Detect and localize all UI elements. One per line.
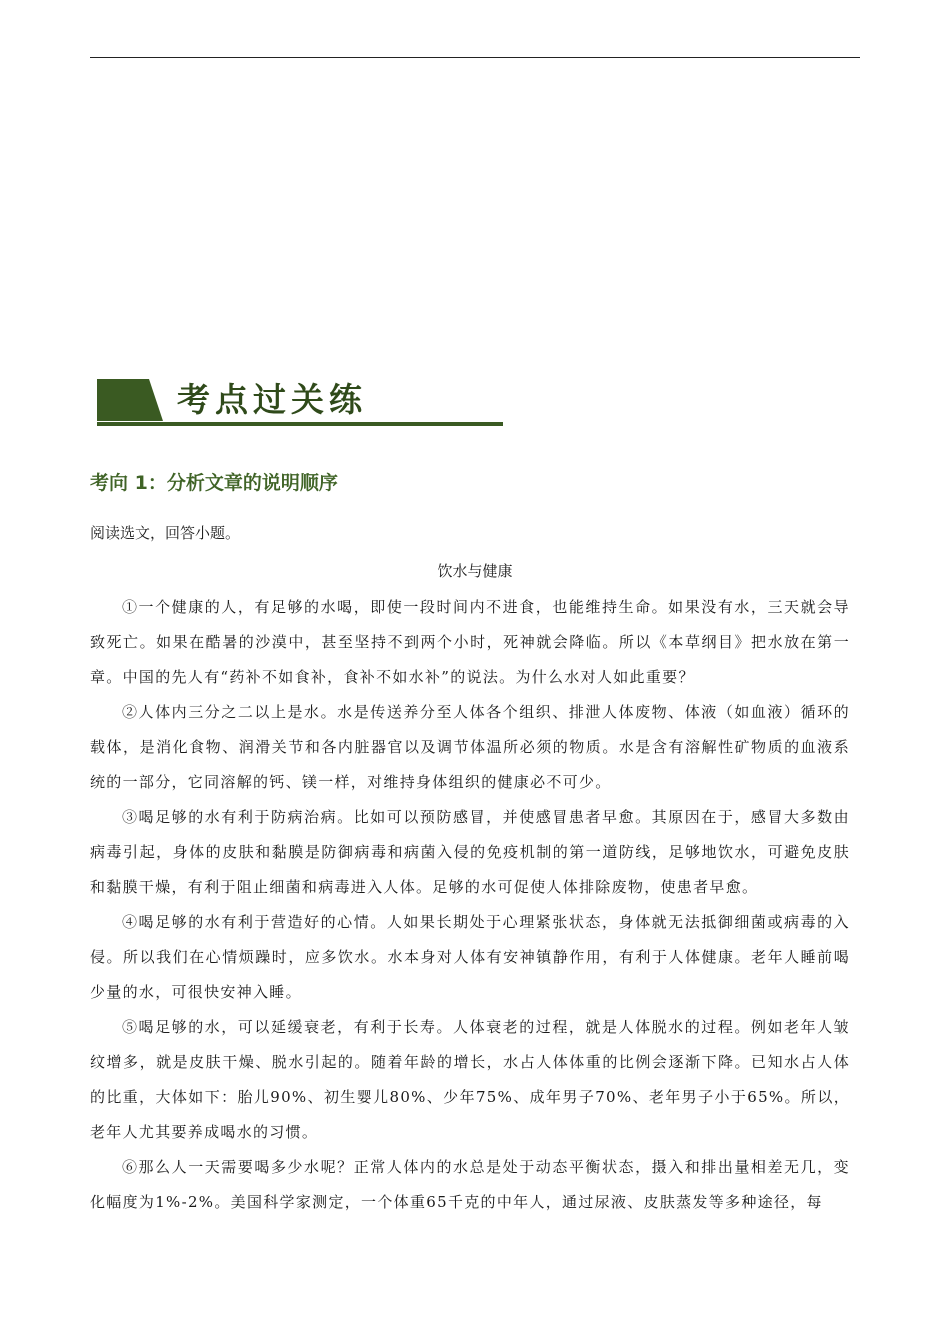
- article-paragraph-1: ①一个健康的人，有足够的水喝，即使一段时间内不进食，也能维持生命。如果没有水，三天就会导致死亡。如果在酷暑的沙漠中，甚至坚持不到两个小时，死神就会降临。所以《本草纲目》把水放在第一章。中国的先人有“药补不如食补，食补不如水补”的说法。为什么水对人如此重要？: [90, 598, 850, 686]
- section-banner: [95, 375, 505, 429]
- article-title: 饮水与健康: [437, 562, 513, 580]
- article-body: [90, 590, 850, 1220]
- banner-title: 考点过关练: [177, 380, 367, 419]
- header-rule: [90, 57, 860, 58]
- reading-instruction: 阅读选文，回答小题。: [90, 524, 241, 542]
- banner-underline: [97, 422, 503, 426]
- article-paragraph-6: ⑥那么人一天需要喝多少水呢？正常人体内的水总是处于动态平衡状态，摄入和排出量相差无几，变化幅度为1%-2%。美国科学家测定，一个体重65千克的中年人，通过尿液、皮肤蒸发等多种途径，每: [90, 1158, 850, 1211]
- article-paragraph-2: ②人体内三分之二以上是水。水是传送养分至人体各个组织、排泄人体废物、体液（如血液）循环的载体，是消化食物、润滑关节和各内脏器官以及调节体温所必须的物质。水是含有溶解性矿物质的血液系统的一部分，它同溶解的钙、镁一样，对维持身体组织的健康必不可少。: [90, 703, 850, 791]
- article-paragraph-5: ⑤喝足够的水，可以延缓衰老，有利于长寿。人体衰老的过程，就是人体脱水的过程。例如老年人皱纹增多，就是皮肤干燥、脱水引起的。随着年龄的增长，水占人体体重的比例会逐渐下降。已知水占人体的比重，大体如下：胎儿90%、初生婴儿80%、少年75%、成年男子70%、老年男子小于65%。所以，老年人尤其要养成喝水的习惯。: [90, 1018, 850, 1141]
- article-paragraph-3: ③喝足够的水有利于防病治病。比如可以预防感冒，并使感冒患者早愈。其原因在于，感冒大多数由病毒引起，身体的皮肤和黏膜是防御病毒和病菌入侵的免疫机制的第一道防线，足够地饮水，可避免皮肤和黏膜干燥，有利于阻止细菌和病毒进入人体。足够的水可促使人体排除废物，使患者早愈。: [90, 808, 850, 896]
- article-paragraph-4: ④喝足够的水有利于营造好的心情。人如果长期处于心理紧张状态，身体就无法抵御细菌或病毒的入侵。所以我们在心情烦躁时，应多饮水。水本身对人体有安神镇静作用，有利于人体健康。老年人睡前喝少量的水，可很快安神入睡。: [90, 913, 850, 1001]
- banner-tab-shape: [97, 379, 163, 421]
- section-heading: 考向 1：分析文章的说明顺序: [90, 472, 338, 494]
